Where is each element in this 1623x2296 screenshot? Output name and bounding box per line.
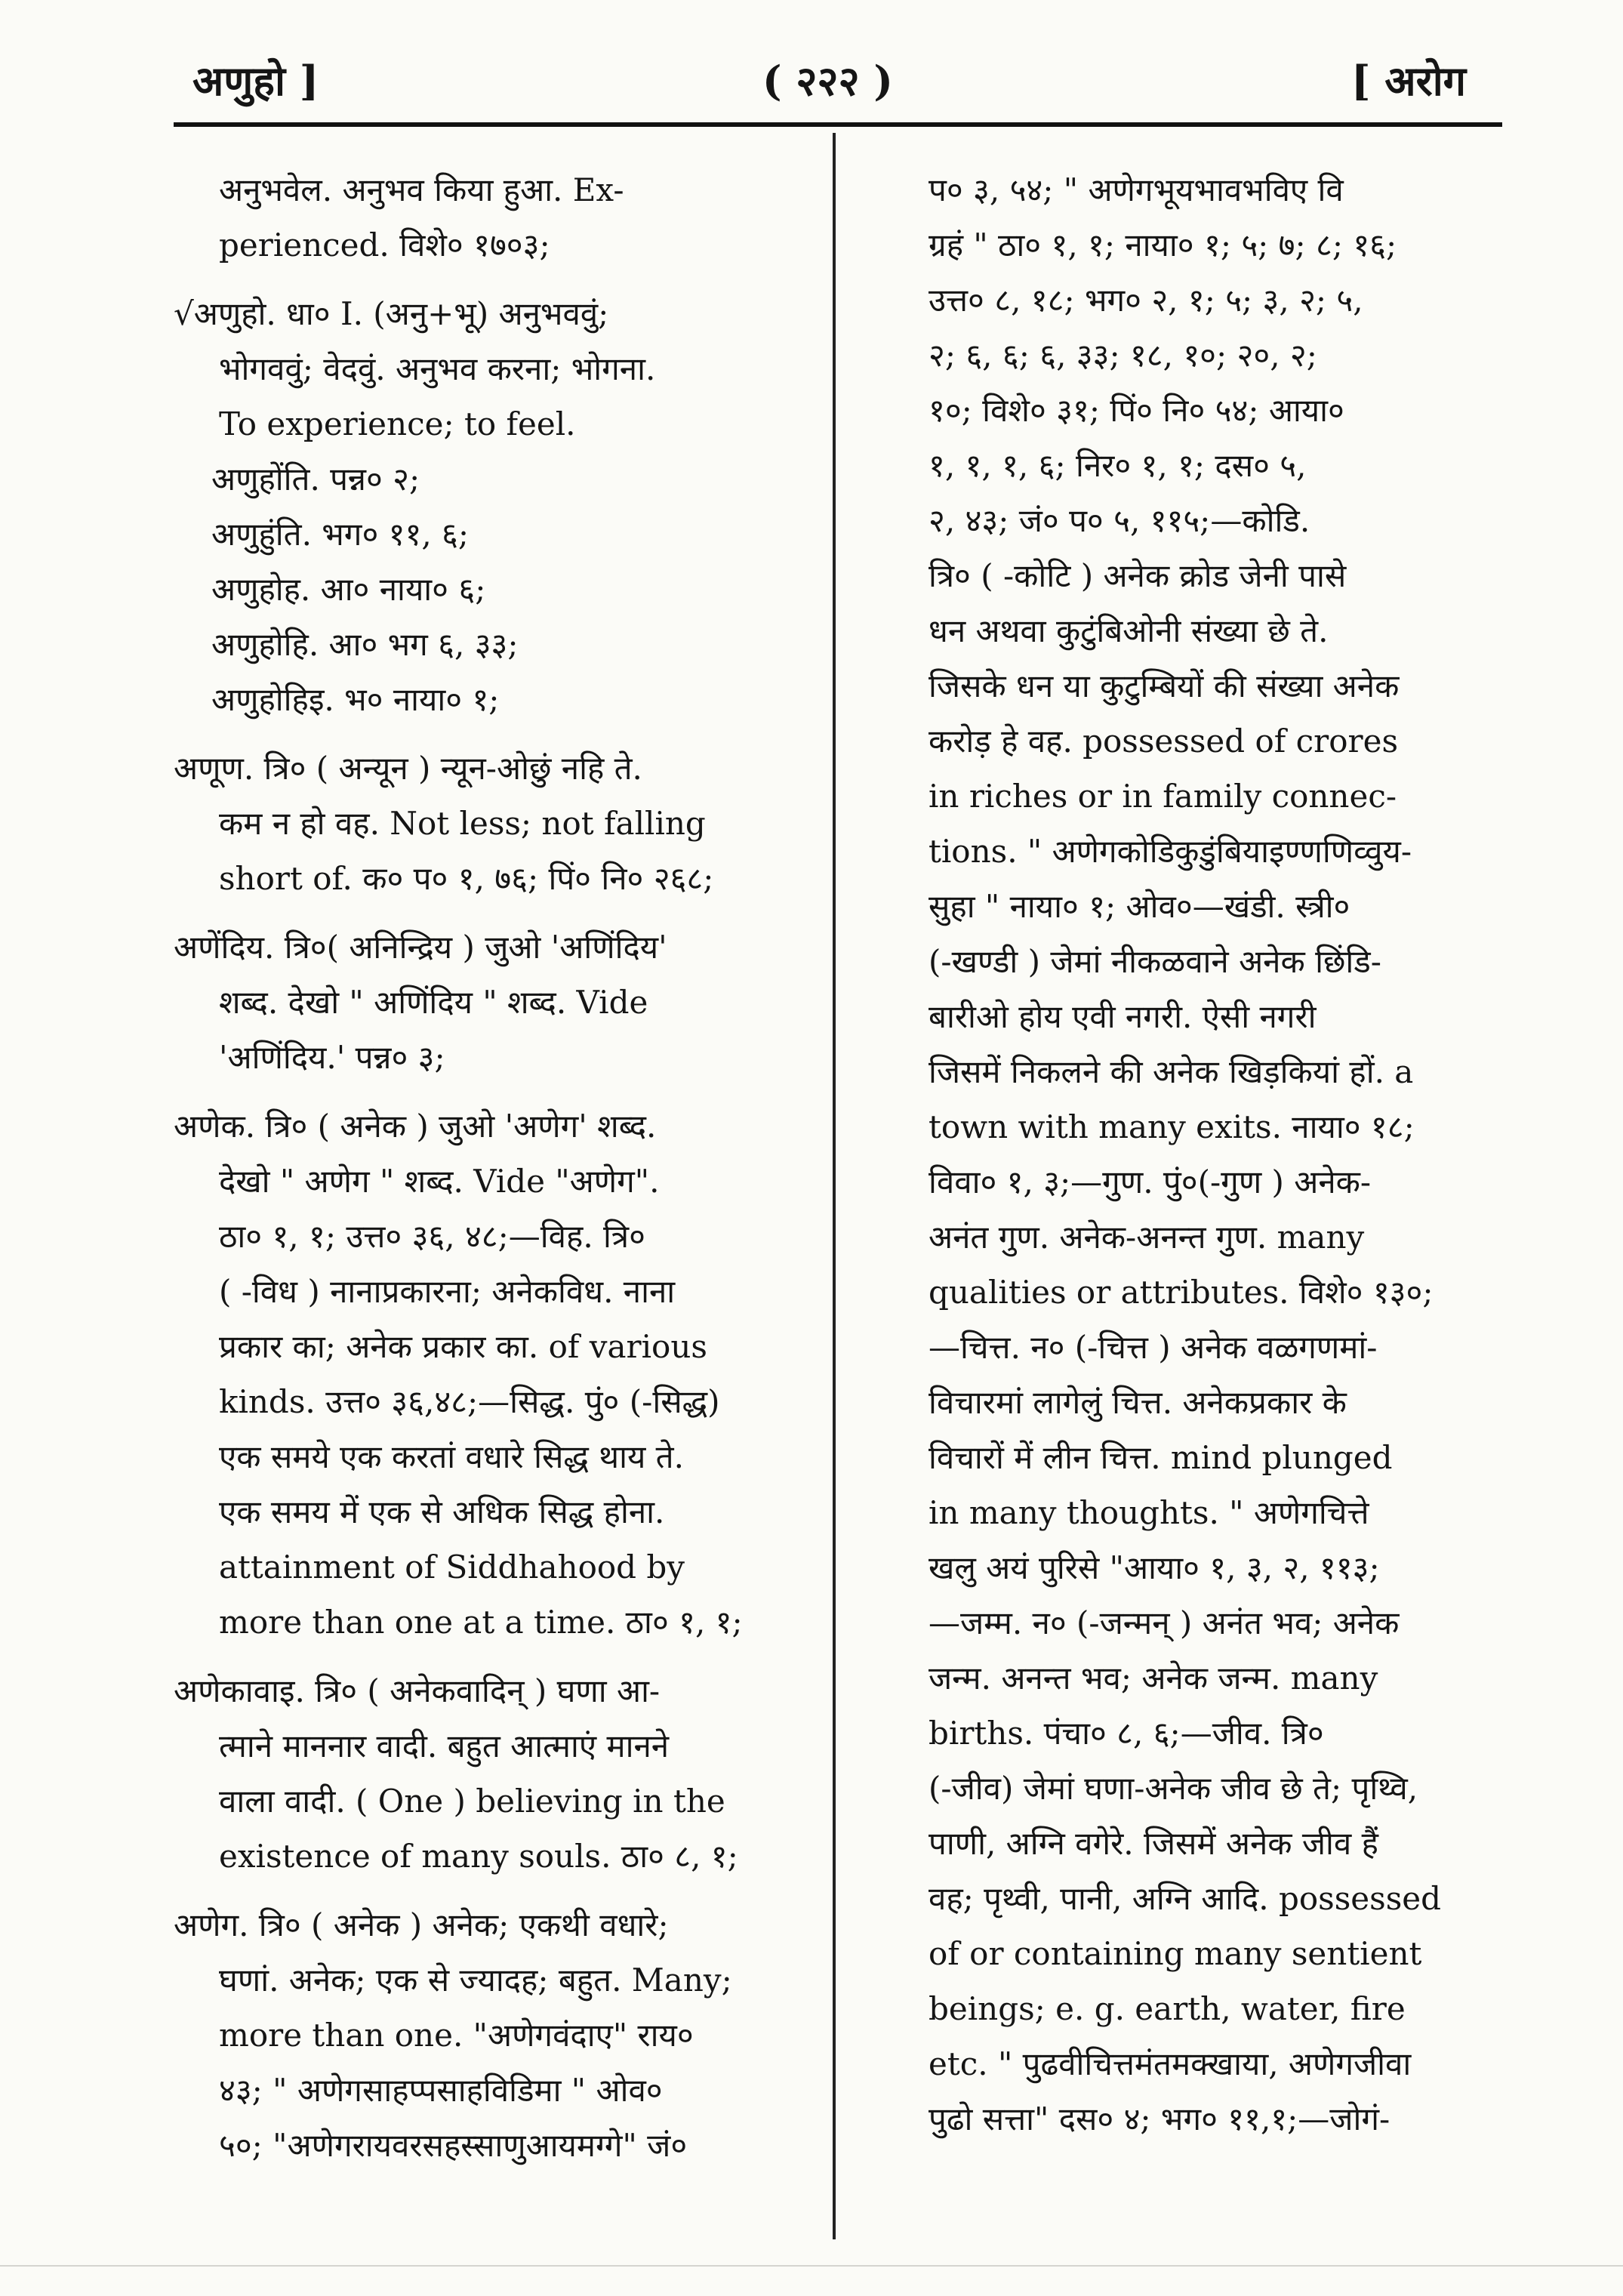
entry-line: जिसके धन या कुटुम्बियों की संख्या अनेक bbox=[929, 667, 1400, 704]
headword-line: अणेक. त्रि० ( अनेक ) जुओ 'अणेग' शब्द. bbox=[174, 1108, 657, 1145]
entry-line: beings; e. g. earth, water, fire bbox=[929, 1990, 1406, 2027]
column-divider bbox=[833, 133, 836, 2239]
entry-line: अणुहोहिइ. भ० नाया० १; bbox=[211, 681, 500, 718]
headword-line: √अणुहो. धा० I. (अनु+भू) अनुभववुं; bbox=[174, 295, 609, 332]
entry-gap bbox=[174, 906, 808, 920]
entry-line: short of. क० प० १, ७६; पिं० नि० २६८; bbox=[219, 860, 714, 897]
entry-line: more than one. "अणेगवंदाए" राय० bbox=[219, 2017, 694, 2054]
headword-line: अणूण. त्रि० ( अन्यून ) न्यून-ओछुं नहि ते. bbox=[174, 750, 642, 787]
entry-line: अणुहोंति. पन्न० २; bbox=[211, 461, 420, 498]
entry-line: पुढो सत्ता" दस० ४; भग० ११,१;—जोगं- bbox=[929, 2100, 1390, 2137]
right-column bbox=[883, 162, 1502, 2147]
entry-line: एक समय में एक से अधिक सिद्ध होना. bbox=[219, 1493, 665, 1530]
entry-line: धन अथवा कुटुंबिओनी संख्या छे ते. bbox=[929, 612, 1329, 649]
scan-edge-line bbox=[0, 2265, 1623, 2267]
entry-line: births. पंचा० ८, ६;—जीव. त्रि० bbox=[929, 1715, 1324, 1752]
entry-gap bbox=[174, 273, 808, 286]
entry-line: in many thoughts. " अणेगचित्ते bbox=[929, 1494, 1369, 1531]
entry-line: शब्द. देखो " अणिंदिय " शब्द. Vide bbox=[219, 984, 648, 1021]
entry-line: (-जीव) जेमां घणा-अनेक जीव छे ते; पृथ्वि, bbox=[929, 1770, 1418, 1807]
headword-line: अणेंदिय. त्रि०( अनिन्द्रिय ) जुओ 'अणिंदिय' bbox=[174, 929, 667, 966]
entry-line: अणुहोहि. आ० भग ६, ३३; bbox=[211, 626, 519, 663]
entry-line: वाला वादी. ( One ) believing in the bbox=[219, 1783, 725, 1820]
headword-line: अणेकावाइ. त्रि० ( अनेकवादिन् ) घणा आ- bbox=[174, 1672, 661, 1709]
entry-line: बारीओ होय एवी नगरी. ऐसी नगरी bbox=[929, 998, 1317, 1035]
entry-line: qualities or attributes. विशे० १३०; bbox=[929, 1274, 1434, 1311]
entry-line: ( -विध ) नानाप्रकारना; अनेकविध. नाना bbox=[219, 1273, 676, 1310]
entry-line: विवा० १, ३;—गुण. पुं०(-गुण ) अनेक- bbox=[929, 1163, 1372, 1200]
entry-line: more than one at a time. ठा० १, १; bbox=[219, 1604, 743, 1641]
entry-line: To experience; to feel. bbox=[219, 405, 576, 442]
entry-line: जन्म. अनन्त भव; अनेक जन्म. many bbox=[929, 1660, 1378, 1697]
entry-line: in riches or in family connec- bbox=[929, 778, 1397, 815]
entry-gap bbox=[174, 1085, 808, 1099]
entry-line: अणुहुंति. भग० ११, ६; bbox=[211, 516, 470, 553]
entry-line: विचारमां लागेलुं चित्त. अनेकप्रकार के bbox=[929, 1384, 1347, 1421]
entry-gap bbox=[174, 1650, 808, 1663]
entry-line: विचारों में लीन चित्त. mind plunged bbox=[929, 1439, 1393, 1476]
entry-line: त्रि० ( -कोटि ) अनेक क्रोड जेनी पासे bbox=[929, 557, 1347, 594]
headword-line: अणेग. त्रि० ( अनेक ) अनेक; एकथी वधारे; bbox=[174, 1906, 669, 1943]
entry-line: १०; विशे० ३१; पिं० नि० ५४; आया० bbox=[929, 392, 1344, 429]
page-header bbox=[0, 30, 1623, 113]
entry-line: २; ६, ६; ६, ३३; १८, १०; २०, २; bbox=[929, 337, 1317, 374]
entry-line: of or containing many sentient bbox=[929, 1935, 1422, 1972]
entry-line: भोगववुं; वेदवुं. अनुभव करना; भोगना. bbox=[219, 350, 656, 387]
entry-line: अणुहोह. आ० नाया० ६; bbox=[211, 571, 486, 608]
entry-line: त्माने माननार वादी. बहुत आत्माएं मानने bbox=[219, 1727, 670, 1764]
header-right-guideword: [ अरोग bbox=[1351, 57, 1467, 105]
entry-line: १, १, १, ६; निर० १, १; दस० ५, bbox=[929, 447, 1307, 484]
entry-line: करोड़ हे वह. possessed of crores bbox=[929, 723, 1399, 760]
entry-line: एक समये एक करतां वधारे सिद्ध थाय ते. bbox=[219, 1438, 684, 1475]
entry-line: प्रकार का; अनेक प्रकार का. of various bbox=[219, 1328, 707, 1365]
entry-line: ठा० १, १; उत्त० ३६, ४८;—विह. त्रि० bbox=[219, 1218, 645, 1255]
entry-line: प० ३, ५४; " अणेगभूयभावभविए वि bbox=[929, 171, 1344, 208]
entry-line: घणां. अनेक; एक से ज्यादह; बहुत. Many; bbox=[219, 1962, 732, 1999]
page-number: ( २२२ ) bbox=[762, 57, 893, 105]
entry-line: perienced. विशे० १७०३; bbox=[219, 227, 550, 264]
entry-line: उत्त० ८, १८; भग० २, १; ५; ३, २; ५, bbox=[929, 282, 1363, 319]
entry-line: tions. " अणेगकोडिकुडुंबियाइण्णणिव्वुय- bbox=[929, 833, 1412, 870]
entry-line: kinds. उत्त० ३६,४८;—सिद्ध. पुं० (-सिद्ध) bbox=[219, 1383, 720, 1420]
entry-line: अनुभवेल. अनुभव किया हुआ. Ex- bbox=[219, 171, 624, 208]
left-column bbox=[174, 162, 808, 2173]
header-left-guideword: अणुहो ] bbox=[192, 57, 319, 105]
entry-line: पाणी, अग्नि वगेरे. जिसमें अनेक जीव हैं bbox=[929, 1825, 1378, 1862]
entry-line: खलु अयं पुरिसे "आया० १, ३, २, ११३; bbox=[929, 1549, 1380, 1586]
entry-gap bbox=[174, 1884, 808, 1897]
entry-line: —चित्त. न० (-चित्त ) अनेक वळगणमां- bbox=[929, 1329, 1378, 1366]
entry-line: —जम्म. न० (-जन्मन् ) अनंत भव; अनेक bbox=[929, 1604, 1400, 1641]
header-rule bbox=[174, 122, 1502, 127]
entry-line: देखो " अणेग " शब्द. Vide "अणेग". bbox=[219, 1163, 660, 1200]
entry-gap bbox=[174, 727, 808, 741]
entry-line: २, ४३; जं० प० ५, ११५;—कोडि. bbox=[929, 502, 1310, 539]
entry-line: सुहा " नाया० १; ओव०—खंडी. स्त्री० bbox=[929, 888, 1350, 925]
entry-line: 'अणिंदिय.' पन्न० ३; bbox=[219, 1039, 445, 1076]
entry-line: ५०; "अणेगरायवरसहस्साणुआयमग्गे" जं० bbox=[219, 2127, 688, 2164]
entry-line: town with many exits. नाया० १८; bbox=[929, 1108, 1415, 1145]
entry-line: ४३; " अणेगसाहप्पसाहविडिमा " ओव० bbox=[219, 2072, 663, 2109]
entry-line: कम न हो वह. Not less; not falling bbox=[219, 805, 706, 842]
entry-line: ग्रहं " ठा० १, १; नाया० १; ५; ७; ८; १६; bbox=[929, 227, 1397, 264]
entry-line: attainment of Siddhahood by bbox=[219, 1549, 685, 1586]
entry-line: (-खण्डी ) जेमां नीकळवाने अनेक छिंडि- bbox=[929, 943, 1381, 980]
entry-line: etc. " पुढवीचित्तमंतमक्खाया, अणेगजीवा bbox=[929, 2045, 1412, 2082]
entry-line: existence of many souls. ठा० ८, १; bbox=[219, 1838, 738, 1875]
entry-line: जिसमें निकलने की अनेक खिड़कियां हों. a bbox=[929, 1053, 1414, 1090]
entry-line: अनंत गुण. अनेक-अनन्त गुण. many bbox=[929, 1219, 1365, 1256]
entry-line: वह; पृथ्वी, पानी, अग्नि आदि. possessed bbox=[929, 1880, 1441, 1917]
